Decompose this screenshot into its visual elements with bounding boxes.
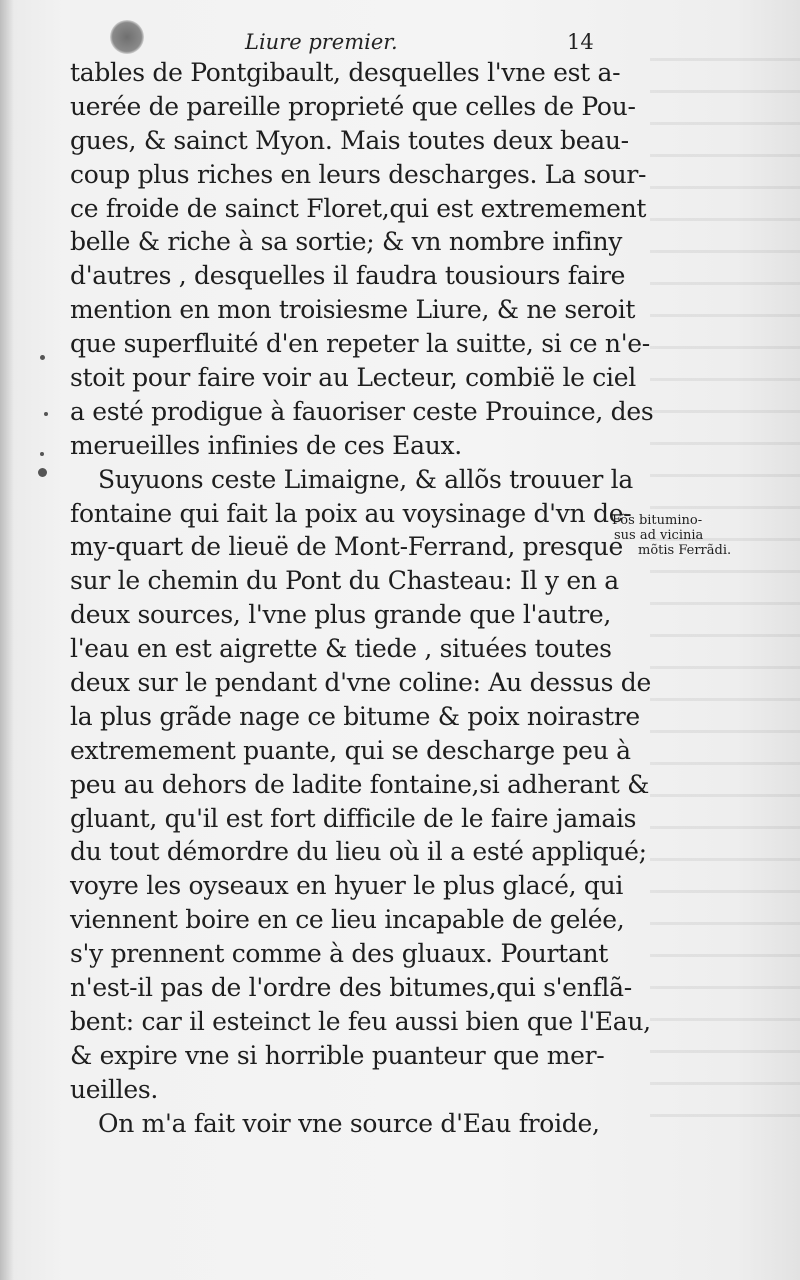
marginal-note-line: sus ad vicinia [614,528,704,543]
text-line: du tout démordre du lieu où il a esté appliqué; [70,837,647,867]
text-line: my-quart de lieuë de Mont-Ferrand, presque [70,532,624,562]
text-line: belle & riche à sa sortie; & vn nombre infiny [70,227,623,257]
text-line: & expire vne si horrible puanteur que mer- [70,1040,605,1070]
paper-speck [40,355,45,360]
paragraph-start-line: Suyuons ceste Limaigne, & allõs trouuer la [98,464,633,494]
text-line: mention en mon troisiesme Liure, & ne seroit [70,295,636,325]
marginal-note-line: Fõs bitumino- [612,513,703,528]
text-line: stoit pour faire voir au Lecteur, combië le ciel [70,363,636,393]
text-line: deux sur le pendant d'vne coline: Au dessus de [70,668,652,698]
text-line: merueilles infinies de ces Eaux. [70,430,462,460]
text-line: d'autres , desquelles il faudra tousiours faire [70,261,626,291]
text-line: uerée de pareille proprieté que celles de Pou- [70,91,636,121]
paper-speck [44,412,48,416]
text-line: la plus grãde nage ce bitume & poix noirastre [70,701,640,731]
text-line: n'est-il pas de l'ordre des bitumes,qui s'enflã- [70,973,632,1003]
text-line: coup plus riches en leurs descharges. La sour- [70,159,647,189]
text-line: viennent boire en ce lieu incapable de gelée, [70,905,625,935]
paragraph-start-line: On m'a fait voir vne source d'Eau froide, [98,1108,600,1138]
text-line: deux sources, l'vne plus grande que l'autre, [70,600,612,630]
marginal-note [608,513,748,558]
paper-speck [38,468,47,477]
text-line: a esté prodigue à fauoriser ceste Prouince, des [70,396,654,426]
bleed-through-texture [650,40,800,1140]
paper-speck [40,452,44,456]
page-gutter-shadow [0,0,14,1280]
text-line: tables de Pontgibault, desquelles l'vne est a- [70,58,621,87]
running-title: Liure premier. [245,30,398,54]
body-text [70,56,654,1141]
marginal-note-line: mõtis Ferrãdi. [638,543,732,558]
text-line: peu au dehors de ladite fontaine,si adherant & [70,769,650,799]
text-line: l'eau en est aigrette & tiede , situées toutes [70,634,612,664]
text-line: ueilles. [70,1074,159,1104]
text-line: gues, & sainct Myon. Mais toutes deux beau- [70,125,629,155]
text-line: extremement puante, qui se descharge peu à [70,735,631,765]
text-line: sur le chemin du Pont du Chasteau: Il y en a [70,566,619,596]
text-line: que superfluité d'en repeter la suitte, si ce n'e- [70,329,650,359]
text-line: ce froide de sainct Floret,qui est extremement [70,193,647,223]
page-number: 14 [567,30,594,54]
page-header [70,26,610,60]
text-line: bent: car il esteinct le feu aussi bien que l'Eau, [70,1006,651,1036]
text-line: s'y prennent comme à des gluaux. Pourtant [70,939,609,969]
text-line: voyre les oyseaux en hyuer le plus glacé, qui [70,871,624,901]
text-line: fontaine qui fait la poix au voysinage d'vn de- [70,498,632,528]
text-line: gluant, qu'il est fort difficile de le faire jamais [70,803,637,833]
